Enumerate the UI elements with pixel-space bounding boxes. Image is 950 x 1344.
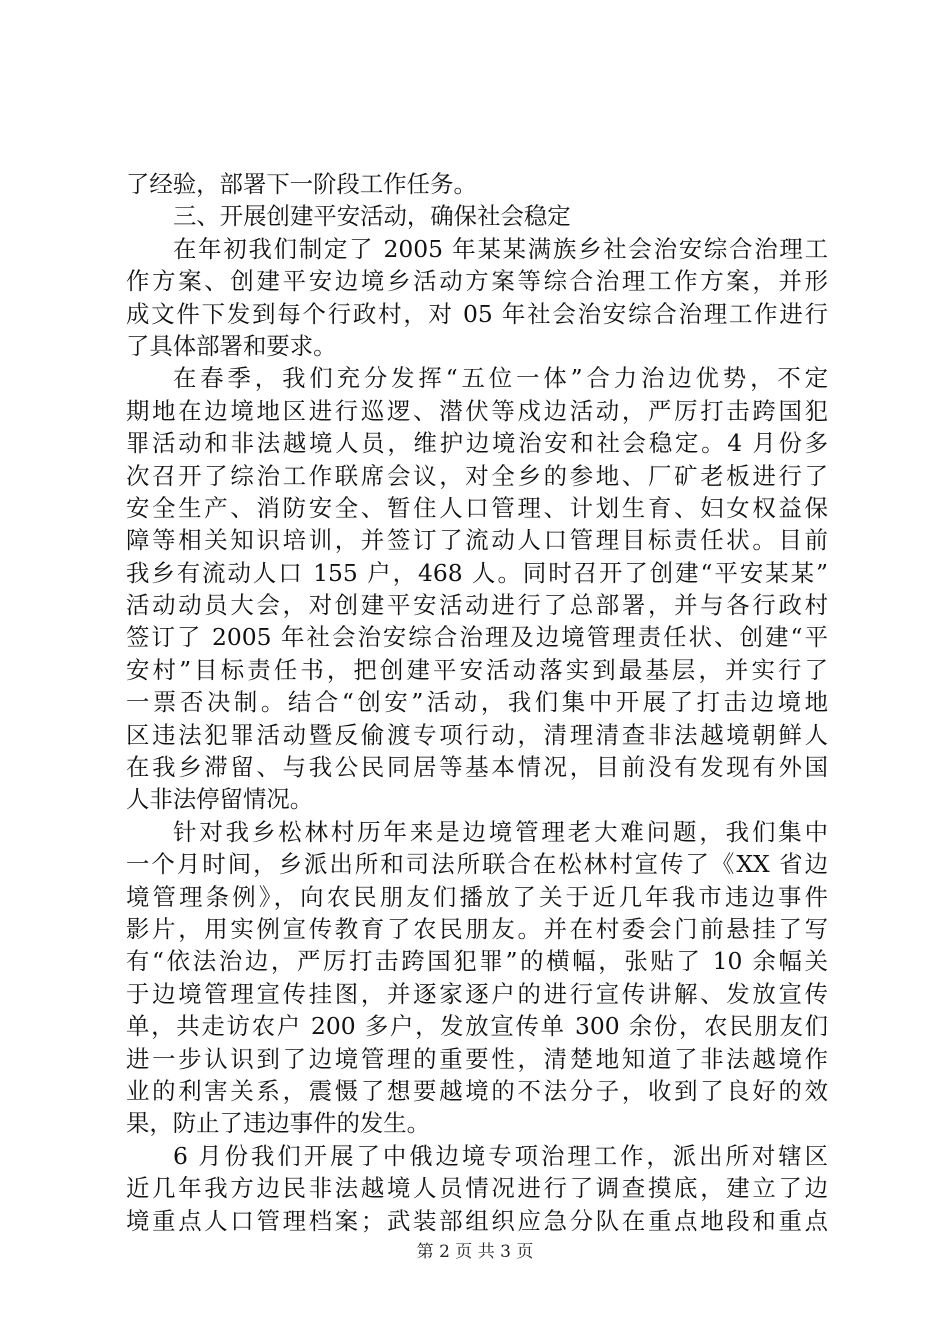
text-line: 境重点人口管理档案；武装部组织应急分队在重点地段和重点 [126,1206,828,1235]
document-body [126,168,828,1237]
text-line: 影片，用实例宣传教育了农民朋友。并在村委会门前悬挂了写 [126,914,828,943]
text-line: 有“依法治边，严厉打击跨国犯罪”的横幅，张贴了 10 余幅关 [126,947,828,976]
text-line: 签订了 2005 年社会治安综合治理及边境管理责任状、创建“平 [126,623,828,652]
page-footer: 第 2 页 共 3 页 [416,1242,534,1262]
text-line: 作方案、创建平安边境乡活动方案等综合治理工作方案，并形 [126,267,828,296]
text-line: 了经验，部署下一阶段工作任务。 [126,170,477,198]
text-line: 人非法停留情况。 [126,785,314,814]
text-line: 针对我乡松林村历年来是边境管理老大难问题，我们集中 [173,817,828,846]
text-line: 境管理条例》，向农民朋友们播放了关于近几年我市违边事件 [126,882,828,911]
text-line: 安村”目标责任书，把创建平安活动落实到最基层，并实行了 [126,655,828,684]
text-line: 罪活动和非法越境人员，维护边境治安和社会稳定。4 月份多 [126,429,828,458]
text-line: 果，防止了违边事件的发生。 [126,1109,431,1138]
text-line: 成文件下发到每个行政村，对 05 年社会治安综合治理工作进行 [126,299,828,328]
text-line: 业的利害关系，震慑了想要越境的不法分子，收到了良好的效 [126,1076,828,1105]
text-line: 了具体部署和要求。 [126,331,337,360]
text-line: 一个月时间，乡派出所和司法所联合在松林村宣传了《XX 省边 [126,850,828,879]
text-line: 进一步认识到了边境管理的重要性，清楚地知道了非法越境作 [126,1044,828,1073]
text-line: 在我乡滞留、与我公民同居等基本情况，目前没有发现有外国 [126,753,828,782]
text-line: 于边境管理宣传挂图，并逐家逐户的进行宣传讲解、发放宣传 [126,979,828,1008]
text-line: 期地在边境地区进行巡逻、潜伏等戍边活动，严厉打击跨国犯 [126,396,828,425]
text-line: 次召开了综治工作联席会议，对全乡的参地、厂矿老板进行了 [126,461,828,490]
text-line: 在年初我们制定了 2005 年某某满族乡社会治安综合治理工 [173,234,828,263]
text-line: 一票否决制。结合“创安”活动，我们集中开展了打击边境地 [126,688,828,717]
text-line: 三、开展创建平安活动，确保社会稳定 [173,202,571,231]
text-line: 障等相关知识培训，并签订了流动人口管理目标责任状。目前 [126,526,828,555]
text-line: 近几年我方边民非法越境人员情况进行了调查摸底，建立了边 [126,1174,828,1203]
text-line: 我乡有流动人口 155 户，468 人。同时召开了创建“平安某某” [126,558,828,587]
text-line: 区违法犯罪活动暨反偷渡专项行动，清理清查非法越境朝鲜人 [126,720,828,749]
text-line: 在春季，我们充分发挥“五位一体”合力治边优势，不定 [173,364,828,393]
text-line: 安全生产、消防安全、暂住人口管理、计划生育、妇女权益保 [126,493,828,522]
text-line: 单，共走访农户 200 多户，发放宣传单 300 余份，农民朋友们 [126,1012,828,1041]
text-line: 6 月份我们开展了中俄边境专项治理工作，派出所对辖区 [173,1141,828,1170]
text-line: 活动动员大会，对创建平安活动进行了总部署，并与各行政村 [126,591,828,620]
